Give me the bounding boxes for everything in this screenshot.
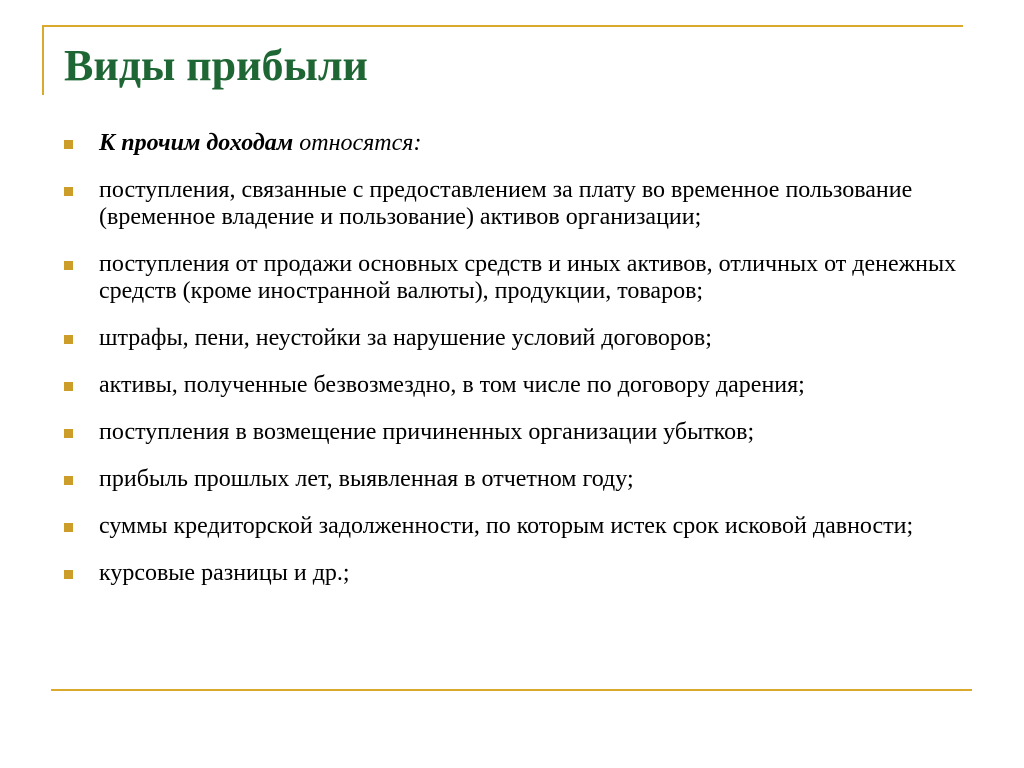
list-item-text: штрафы, пени, неустойки за нарушение условий договоров; xyxy=(99,325,712,351)
list-item xyxy=(64,513,974,540)
list-item-text: активы, полученные безвозмездно, в том числе по договору дарения; xyxy=(99,372,805,398)
frame-left-line xyxy=(42,25,44,95)
list-item-text: прибыль прошлых лет, выявленная в отчетном году; xyxy=(99,466,634,492)
bullet-square-icon xyxy=(64,335,73,344)
list-item xyxy=(64,251,974,305)
list-item-text: поступления от продажи основных средств и иных активов, отличных от денежных средств (кроме иностранной валюты), продукции, товаров; xyxy=(99,251,957,304)
bullet-square-icon xyxy=(64,140,73,149)
intro-emphasis: К прочим доходам xyxy=(99,130,294,156)
bullet-square-icon xyxy=(64,261,73,270)
slide-title: Виды прибыли xyxy=(64,41,368,90)
list-item xyxy=(64,419,974,446)
bullet-square-icon xyxy=(64,476,73,485)
list-item-text: поступления в возмещение причиненных организации убытков; xyxy=(99,419,755,445)
frame-top-line xyxy=(42,25,963,27)
list-item-text: поступления, связанные с предоставлением за плату во временное пользование (временное владение и пользование) активов организации; xyxy=(99,177,913,230)
list-item xyxy=(64,325,974,352)
bullet-square-icon xyxy=(64,570,73,579)
bullet-square-icon xyxy=(64,429,73,438)
frame-bottom-line xyxy=(51,689,972,691)
bullet-square-icon xyxy=(64,382,73,391)
bullet-square-icon xyxy=(64,523,73,532)
list-item xyxy=(64,466,974,493)
list-item xyxy=(64,177,974,231)
bullet-list xyxy=(64,130,974,607)
list-item-intro xyxy=(64,130,974,157)
intro-rest: относятся: xyxy=(299,130,422,156)
list-item xyxy=(64,560,974,587)
bullet-square-icon xyxy=(64,187,73,196)
list-item xyxy=(64,372,974,399)
list-item-text: суммы кредиторской задолженности, по которым истек срок исковой давности; xyxy=(99,513,914,539)
list-item-text: курсовые разницы и др.; xyxy=(99,560,350,586)
